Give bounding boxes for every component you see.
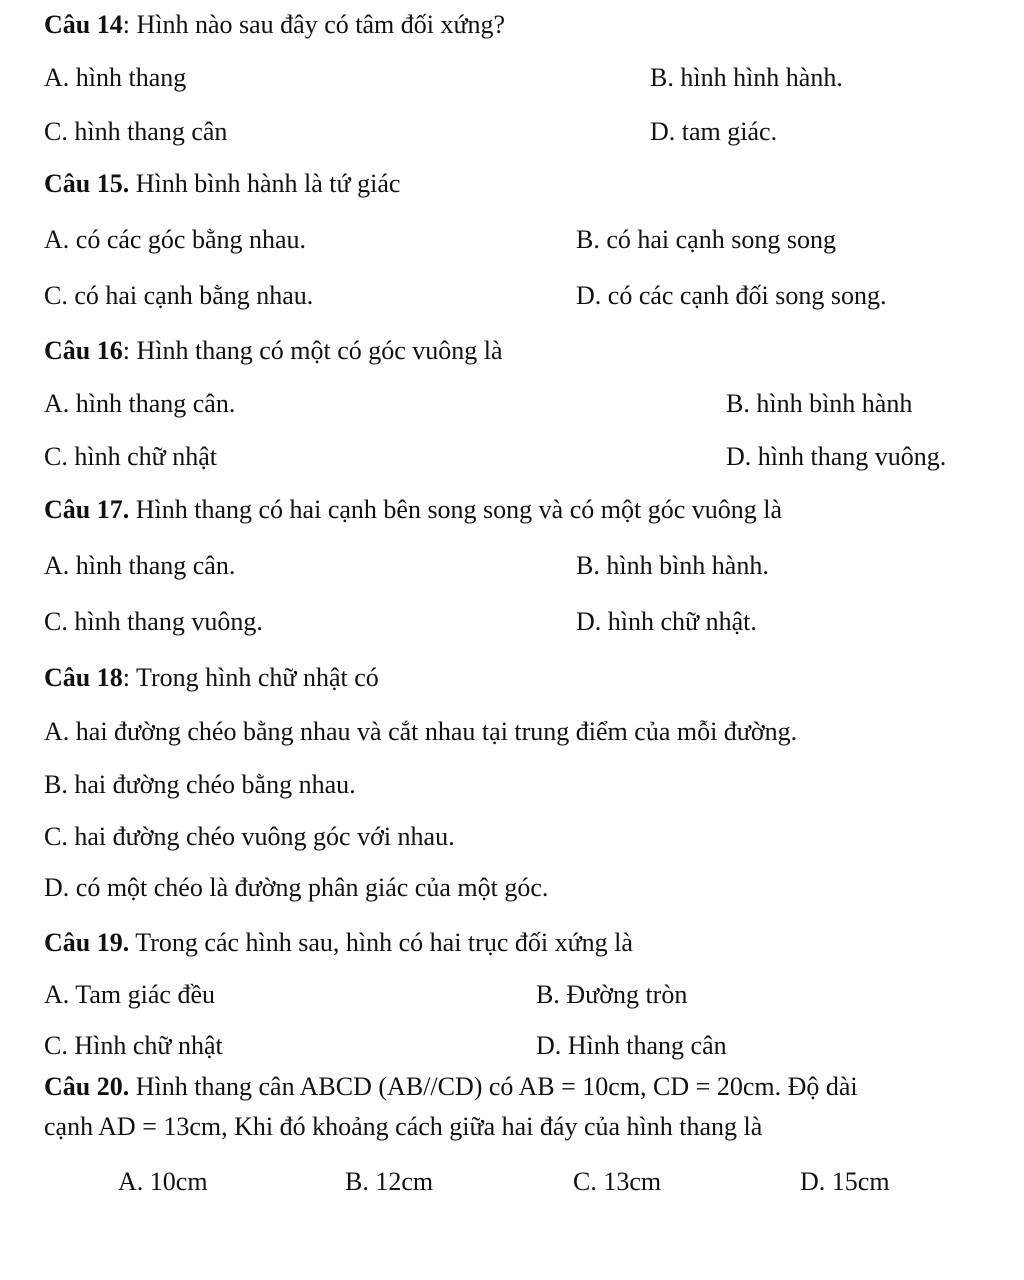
option-20-c: C. 13cm xyxy=(573,1167,662,1196)
question-14 xyxy=(44,10,505,40)
option-14-b: B. hình hình hành. xyxy=(650,63,843,92)
option-20-b: B. 12cm xyxy=(345,1167,434,1196)
question-label: Câu 14 xyxy=(44,10,123,39)
option-15-d: D. có các cạnh đối song song. xyxy=(576,281,887,310)
option-15-a: A. có các góc bằng nhau. xyxy=(44,225,307,254)
option-18-a: A. hai đường chéo bằng nhau và cắt nhau tại trung điểm của mỗi đường. xyxy=(44,717,798,746)
question-label: Câu 16 xyxy=(44,336,123,365)
option-16-b: B. hình bình hành xyxy=(726,389,913,418)
question-label: Câu 18 xyxy=(44,663,123,692)
option-17-d: D. hình chữ nhật. xyxy=(576,607,757,636)
question-text: : Hình thang có một có góc vuông là xyxy=(122,336,503,365)
question-16 xyxy=(44,336,503,366)
option-19-d: D. Hình thang cân xyxy=(536,1031,727,1060)
option-18-d: D. có một chéo là đường phân giác của một góc. xyxy=(44,873,549,902)
option-17-c: C. hình thang vuông. xyxy=(44,607,263,636)
option-17-a: A. hình thang cân. xyxy=(44,551,236,580)
option-14-a: A. hình thang xyxy=(44,63,187,92)
question-text: Hình bình hành là tứ giác xyxy=(129,169,401,198)
question-text: : Hình nào sau đây có tâm đối xứng? xyxy=(122,10,506,39)
question-17 xyxy=(44,495,782,525)
question-18 xyxy=(44,663,379,693)
question-19 xyxy=(44,928,633,958)
option-16-a: A. hình thang cân. xyxy=(44,389,236,418)
question-text: Trong các hình sau, hình có hai trục đối xứng là xyxy=(129,928,633,957)
question-label: Câu 17. xyxy=(44,495,130,524)
option-14-d: D. tam giác. xyxy=(650,117,778,146)
question-label: Câu 19. xyxy=(44,928,130,957)
option-19-a: A. Tam giác đều xyxy=(44,980,215,1009)
option-15-b: B. có hai cạnh song song xyxy=(576,225,836,254)
option-14-c: C. hình thang cân xyxy=(44,117,228,146)
question-label: Câu 15. xyxy=(44,169,130,198)
question-15 xyxy=(44,169,400,199)
option-19-b: B. Đường tròn xyxy=(536,980,688,1009)
question-20-continuation: cạnh AD = 13cm, Khi đó khoảng cách giữa hai đáy của hình thang là xyxy=(44,1112,763,1141)
option-20-d: D. 15cm xyxy=(800,1167,890,1196)
option-17-b: B. hình bình hành. xyxy=(576,551,769,580)
question-text: : Trong hình chữ nhật có xyxy=(122,663,379,692)
option-19-c: C. Hình chữ nhật xyxy=(44,1031,223,1060)
option-15-c: C. có hai cạnh bằng nhau. xyxy=(44,281,314,310)
option-18-b: B. hai đường chéo bằng nhau. xyxy=(44,770,356,799)
option-16-d: D. hình thang vuông. xyxy=(726,442,947,471)
question-text: Hình thang có hai cạnh bên song song và có một góc vuông là xyxy=(129,495,783,524)
question-text: Hình thang cân ABCD (AB//CD) có AB = 10cm, CD = 20cm. Độ dài xyxy=(129,1072,858,1101)
option-20-a: A. 10cm xyxy=(118,1167,208,1196)
question-label: Câu 20. xyxy=(44,1072,130,1101)
option-16-c: C. hình chữ nhật xyxy=(44,442,217,471)
option-18-c: C. hai đường chéo vuông góc với nhau. xyxy=(44,822,455,851)
question-20 xyxy=(44,1072,858,1102)
